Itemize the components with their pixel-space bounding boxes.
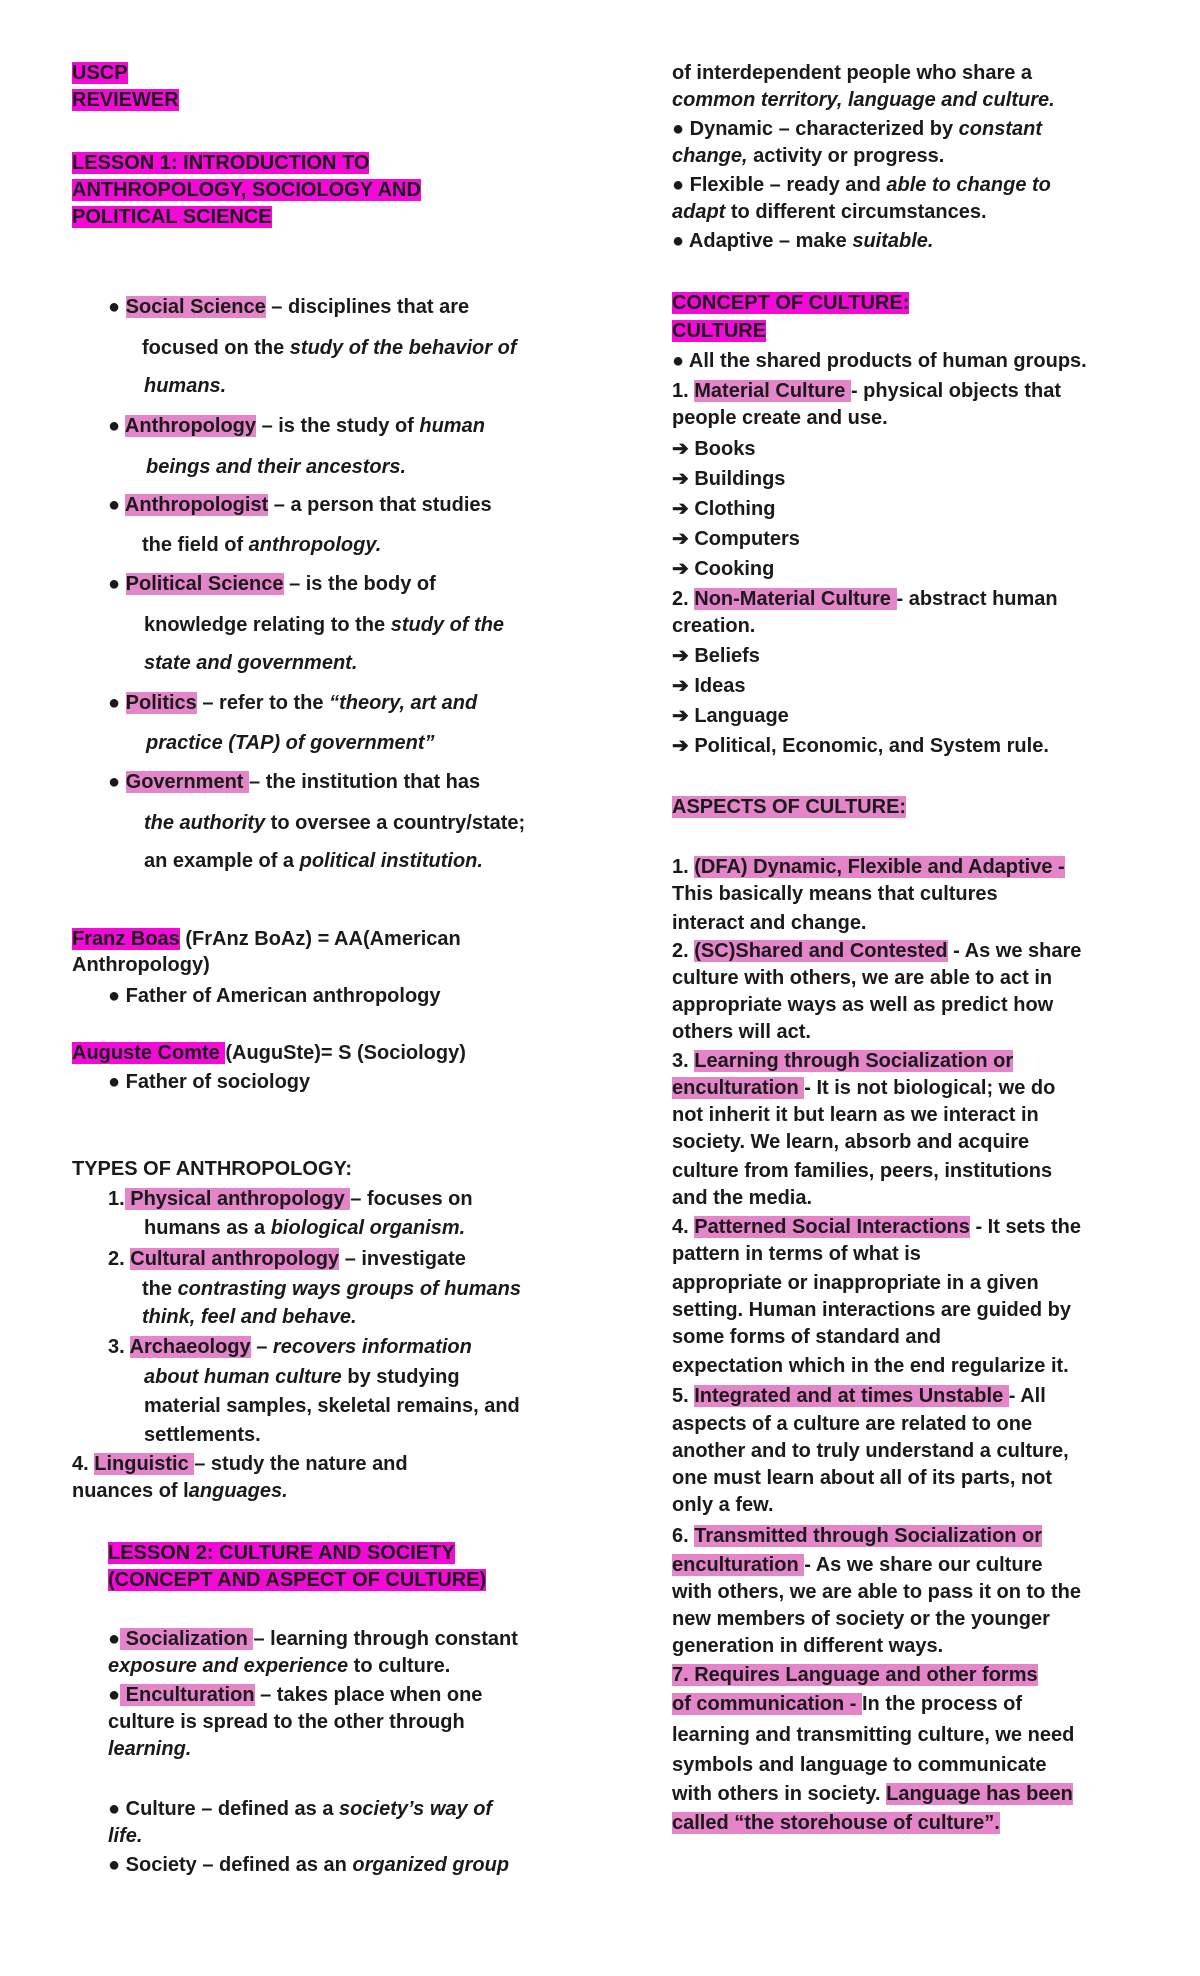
definition-line: an example of a political institution.: [144, 850, 483, 872]
aspect-line: another and to truly understand a culture,: [672, 1440, 1069, 1462]
aspect-line: society. We learn, absorb and acquire: [672, 1131, 1030, 1153]
definition-anthropologist: ● Anthropologist – a person that studies: [108, 494, 492, 516]
definition-culture: ● Culture – defined as a society’s way of: [108, 1798, 493, 1820]
arrow-icon: ➔: [672, 735, 689, 757]
definition-flexible: ● Flexible – ready and able to change to: [672, 174, 1051, 196]
definition-dynamic: ● Dynamic – characterized by constant: [672, 118, 1043, 140]
aspect-line: with others, we are able to pass it on to the: [672, 1581, 1081, 1603]
aspect-line: and the media.: [672, 1187, 813, 1209]
definition-adaptive: ● Adaptive – make suitable.: [672, 230, 934, 252]
aspect-line: symbols and language to communicate: [672, 1754, 1047, 1776]
list-item: ➔ Books: [672, 438, 756, 460]
term: 7. Requires Language and other forms: [672, 1664, 1038, 1686]
aspect-line: culture with others, we are able to act in: [672, 967, 1053, 989]
definition-line: beings and their ancestors.: [146, 456, 407, 478]
term: enculturation: [672, 1554, 805, 1576]
definition-line: the field of anthropology.: [142, 534, 382, 556]
term: Language has been: [886, 1783, 1073, 1805]
term: Social Science: [125, 296, 266, 318]
aspect-6: 6. Transmitted through Socialization or: [672, 1525, 1043, 1547]
type-cultural: 2. Cultural anthropology – investigate: [108, 1248, 466, 1270]
definition-government: ● Government – the institution that has: [108, 771, 481, 793]
aspect-line: generation in different ways.: [672, 1635, 944, 1657]
term: Non-Material Culture: [694, 588, 897, 610]
definition-line: humans.: [144, 375, 227, 397]
term: Material Culture: [694, 380, 851, 402]
type-line: the contrasting ways groups of humans: [142, 1278, 521, 1300]
list-item: ➔ Cooking: [672, 558, 775, 580]
aspect-2: 2. (SC)Shared and Contested - As we share: [672, 940, 1082, 962]
definition-line: knowledge relating to the study of the: [144, 614, 505, 636]
aspect-line: one must learn about all of its parts, not: [672, 1467, 1053, 1489]
term: Socialization: [120, 1628, 254, 1650]
arrow-icon: ➔: [672, 558, 689, 580]
term: Political Science: [125, 573, 284, 595]
arrow-icon: ➔: [672, 498, 689, 520]
boas-line: Franz Boas (FrAnz BoAz) = AA(American: [72, 928, 461, 950]
aspect-4: 4. Patterned Social Interactions - It sets the: [672, 1216, 1082, 1238]
boas-name: Franz Boas: [72, 928, 180, 950]
term: Patterned Social Interactions: [694, 1216, 970, 1238]
title-uscp: USCP: [72, 62, 128, 84]
aspect-line: appropriate ways as well as predict how: [672, 994, 1054, 1016]
definition-politics: ● Politics – refer to the “theory, art and: [108, 692, 478, 714]
aspect-line: aspects of a culture are related to one: [672, 1413, 1033, 1435]
term: (SC)Shared and Contested: [694, 940, 948, 962]
aspect-line: learning and transmitting culture, we need: [672, 1724, 1075, 1746]
list-item: ➔ Ideas: [672, 675, 746, 697]
aspect-line: some forms of standard and: [672, 1326, 941, 1348]
definition-line: culture is spread to the other through: [108, 1711, 465, 1733]
definition-social-science: ● Social Science – disciplines that are: [108, 296, 470, 318]
type-line: about human culture by studying: [144, 1366, 460, 1388]
bullet: ●: [108, 1854, 121, 1876]
aspect-line: not inherit it but learn as we interact in: [672, 1104, 1039, 1126]
concept-subheading: CULTURE: [672, 320, 767, 342]
term: Transmitted through Socialization or: [694, 1525, 1043, 1547]
definition-line: state and government.: [144, 652, 358, 674]
material-culture: 1. Material Culture - physical objects that: [672, 380, 1062, 402]
aspect-line: others will act.: [672, 1021, 811, 1043]
boas-note: ● Father of American anthropology: [108, 985, 441, 1007]
list-item: ➔ Beliefs: [672, 645, 760, 667]
definition-line: adapt to different circumstances.: [672, 201, 987, 223]
lesson1-heading: POLITICAL SCIENCE: [72, 206, 272, 228]
definition-line: exposure and experience to culture.: [108, 1655, 451, 1677]
arrow-icon: ➔: [672, 528, 689, 550]
bullet: ●: [108, 494, 121, 516]
definition-line: learning.: [108, 1738, 192, 1760]
definition-line: the authority to oversee a country/state;: [144, 812, 526, 834]
term: Government: [125, 771, 250, 793]
bullet: ●: [108, 296, 121, 318]
type-line: settlements.: [144, 1424, 261, 1446]
term: called “the storehouse of culture”.: [672, 1812, 1000, 1834]
bullet: ●: [108, 415, 121, 437]
arrow-icon: ➔: [672, 675, 689, 697]
aspect-1: 1. (DFA) Dynamic, Flexible and Adaptive -: [672, 856, 1065, 878]
title-reviewer: REVIEWER: [72, 89, 179, 111]
society-continued: of interdependent people who share a: [672, 62, 1033, 84]
bullet: ●: [108, 573, 121, 595]
arrow-icon: ➔: [672, 705, 689, 727]
aspect-line: enculturation - It is not biological; we do: [672, 1077, 1056, 1099]
title-line: [72, 60, 128, 86]
lesson1-heading: ANTHROPOLOGY, SOCIOLOGY AND: [72, 179, 421, 201]
type-line: humans as a biological organism.: [144, 1217, 466, 1239]
bullet: ●: [672, 230, 685, 252]
comte-note: ● Father of sociology: [108, 1071, 311, 1093]
arrow-icon: ➔: [672, 468, 689, 490]
term: Politics: [125, 692, 197, 714]
concept-all: ● All the shared products of human groups.: [672, 350, 1087, 372]
definition-line: focused on the study of the behavior of: [142, 337, 517, 359]
lesson1-heading: LESSON 1: INTRODUCTION TO: [72, 152, 370, 174]
aspect-line: setting. Human interactions are guided by: [672, 1299, 1071, 1321]
type-linguistic: 4. Linguistic – study the nature and: [72, 1453, 408, 1475]
list-item: ➔ Computers: [672, 528, 800, 550]
aspect-7: [672, 1662, 1038, 1688]
bullet: ●: [108, 1798, 121, 1820]
term: Physical anthropology: [124, 1188, 351, 1210]
aspect-line: of communication - In the process of: [672, 1693, 1023, 1715]
aspect-line: pattern in terms of what is: [672, 1243, 921, 1265]
aspect-line: expectation which in the end regularize it.: [672, 1355, 1069, 1377]
bullet: ●: [108, 1071, 121, 1093]
bullet: ●: [108, 1628, 121, 1650]
aspect-3: 3. Learning through Socialization or: [672, 1050, 1014, 1072]
aspect-line: [672, 1810, 1000, 1836]
term: of communication -: [672, 1693, 862, 1715]
definition-enculturation: ● Enculturation – takes place when one: [108, 1684, 483, 1706]
definition-society: ● Society – defined as an organized group: [108, 1854, 510, 1876]
aspect-line: appropriate or inappropriate in a given: [672, 1272, 1039, 1294]
lesson2-heading: LESSON 2: CULTURE AND SOCIETY: [108, 1542, 455, 1564]
list-item: ➔ Buildings: [672, 468, 786, 490]
term: Integrated and at times Unstable: [694, 1385, 1009, 1407]
term: (DFA) Dynamic, Flexible and Adaptive -: [694, 856, 1065, 878]
society-continued: common territory, language and culture.: [672, 89, 1055, 111]
bullet: ●: [672, 174, 685, 196]
aspect-line: culture from families, peers, institutions: [672, 1160, 1053, 1182]
arrow-icon: ➔: [672, 645, 689, 667]
type-physical: 1. Physical anthropology – focuses on: [108, 1188, 473, 1210]
definition-line: change, activity or progress.: [672, 145, 945, 167]
term: Anthropologist: [124, 494, 269, 516]
nonmaterial-culture: 2. Non-Material Culture - abstract human: [672, 588, 1058, 610]
aspect-line: with others in society. Language has been: [672, 1783, 1073, 1805]
definition-socialization: ● Socialization – learning through constant: [108, 1628, 518, 1650]
aspect-line: This basically means that cultures: [672, 883, 998, 905]
term: Linguistic: [94, 1453, 195, 1475]
definition-political-science: ● Political Science – is the body of: [108, 573, 436, 595]
title-line: [72, 87, 179, 113]
aspect-line: interact and change.: [672, 912, 867, 934]
bullet: ●: [672, 118, 685, 140]
type-line: think, feel and behave.: [142, 1306, 357, 1328]
definition-line: people create and use.: [672, 407, 888, 429]
type-line: nuances of languages.: [72, 1480, 288, 1502]
list-item: ➔ Language: [672, 705, 789, 727]
list-item: ➔ Clothing: [672, 498, 776, 520]
term: Learning through Socialization or: [694, 1050, 1014, 1072]
term: Enculturation: [120, 1684, 255, 1706]
bullet: ●: [672, 350, 685, 372]
types-heading: TYPES OF ANTHROPOLOGY:: [72, 1158, 353, 1180]
aspect-line: only a few.: [672, 1494, 774, 1516]
boas-line: Anthropology): [72, 954, 210, 976]
definition-line: creation.: [672, 615, 756, 637]
type-line: material samples, skeletal remains, and: [144, 1395, 520, 1417]
concept-heading: CONCEPT OF CULTURE:: [672, 292, 910, 314]
aspect-line: new members of society or the younger: [672, 1608, 1050, 1630]
term: enculturation: [672, 1077, 805, 1099]
bullet: ●: [108, 692, 121, 714]
type-archaeology: 3. Archaeology – recovers information: [108, 1336, 472, 1358]
list-item: ➔ Political, Economic, and System rule.: [672, 735, 1049, 757]
aspect-5: 5. Integrated and at times Unstable - All: [672, 1385, 1046, 1407]
comte-line: Auguste Comte (AuguSte)= S (Sociology): [72, 1042, 466, 1064]
bullet: ●: [108, 1684, 121, 1706]
comte-name: Auguste Comte: [72, 1042, 226, 1064]
term: Archaeology: [129, 1336, 251, 1358]
aspects-heading: ASPECTS OF CULTURE:: [672, 796, 907, 818]
arrow-icon: ➔: [672, 438, 689, 460]
definition-line: life.: [108, 1825, 143, 1847]
term: Anthropology: [124, 415, 257, 437]
definition-line: practice (TAP) of government”: [146, 732, 435, 754]
definition-anthropology: ● Anthropology – is the study of human: [108, 415, 485, 437]
aspect-line: enculturation - As we share our culture: [672, 1554, 1043, 1576]
bullet: ●: [108, 985, 121, 1007]
term: Cultural anthropology: [130, 1248, 340, 1270]
bullet: ●: [108, 771, 121, 793]
lesson2-heading: (CONCEPT AND ASPECT OF CULTURE): [108, 1569, 487, 1591]
